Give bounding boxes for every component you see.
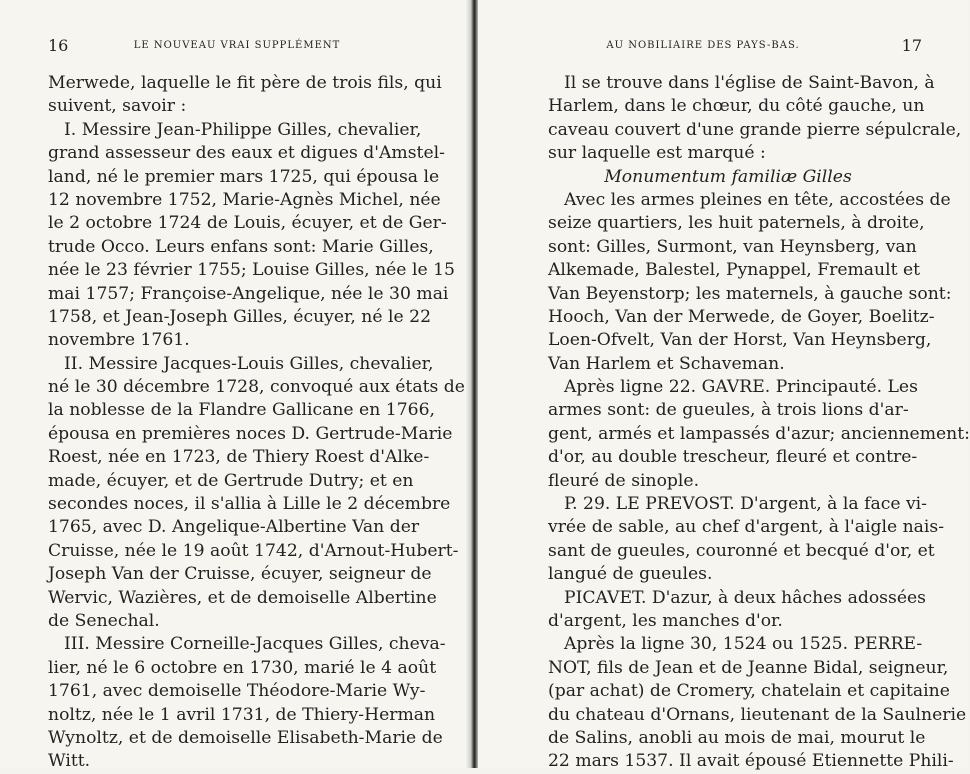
right-page-body xyxy=(548,72,970,774)
left-page-body xyxy=(48,72,465,774)
text-line: épousa en premières noces D. Gertrude-Marie xyxy=(48,423,453,444)
text-line: 12 novembre 1752, Marie-Agnès Michel, née xyxy=(48,189,441,210)
text-line: NOT, fils de Jean et de Jeanne Bidal, seigneur, xyxy=(548,657,949,678)
text-line: land, né le premier mars 1725, qui épousa le xyxy=(48,166,440,187)
text-line: de Senechal. xyxy=(48,610,160,631)
text-line: PICAVET. D'azur, à deux hâches adossées xyxy=(564,587,926,608)
text-line: gent, armés et lampassés d'azur; anciennement: xyxy=(548,423,970,444)
left-running-title: LE NOUVEAU VRAI SUPPLÉMENT xyxy=(133,40,341,51)
text-line: langué de gueules. xyxy=(548,564,713,585)
text-line: Van Beyenstorp; les maternels, à gauche sont: xyxy=(548,283,952,304)
text-line: Avec les armes pleines en tête, accostées de xyxy=(564,189,951,210)
text-line: Après ligne 22. GAVRE. Principauté. Les xyxy=(564,377,918,398)
text-line: P. 29. LE PREVOST. D'argent, à la face vi- xyxy=(564,494,927,515)
text-line: mai 1757; Françoise-Angelique, née le 30 mai xyxy=(48,283,449,304)
text-line: 1758, et Jean-Joseph Gilles, écuyer, né le 22 xyxy=(48,306,432,327)
text-line: d'argent, les manches d'or. xyxy=(548,610,783,631)
text-line: Joseph Van der Cruisse, écuyer, seigneur de xyxy=(48,564,432,585)
text-line: sant de gueules, couronné et becqué d'or, et xyxy=(548,540,935,561)
monument-inscription: Monumentum familiæ Gilles xyxy=(604,166,852,187)
left-page xyxy=(0,0,474,772)
right-page-number: 17 xyxy=(901,36,922,55)
text-line: sont: Gilles, Surmont, van Heynsberg, van xyxy=(548,236,917,257)
text-line: novembre 1761. xyxy=(48,330,190,351)
right-running-head xyxy=(478,36,968,58)
right-running-title: AU NOBILIAIRE DES PAYS-BAS. xyxy=(606,40,800,51)
text-line: du chateau d'Ornans, lieutenant de la Saulnerie xyxy=(548,704,967,725)
left-page-number: 16 xyxy=(48,36,69,55)
text-line: armes sont: de gueules, à trois lions d'ar- xyxy=(548,400,909,421)
text-line: grand assesseur des eaux et digues d'Amstel- xyxy=(48,143,445,164)
text-line: Hooch, Van der Merwede, de Goyer, Boelitz- xyxy=(548,306,935,327)
text-line: 22 mars 1537. Il avait épousé Etiennette Phili- xyxy=(548,751,954,772)
text-line: Wynoltz, et de demoiselle Elisabeth-Marie de xyxy=(48,727,443,748)
text-line: caveau couvert d'une grande pierre sépulcrale, xyxy=(548,119,962,140)
text-line: Il se trouve dans l'église de Saint-Bavon, à xyxy=(564,73,935,93)
text-line: lier, né le 6 octobre en 1730, marié le 4 août xyxy=(48,657,437,678)
text-line: le 2 octobre 1724 de Louis, écuyer, et de Ger- xyxy=(48,213,447,234)
text-line: Loen-Ofvelt, Van der Horst, Van Heynsberg, xyxy=(548,330,932,351)
text-line: né le 30 décembre 1728, convoqué aux états de xyxy=(48,377,465,398)
text-line: sur laquelle est marqué : xyxy=(548,143,766,164)
text-line: noltz, née le 1 avril 1731, de Thiery-Herman xyxy=(48,704,436,725)
text-line: II. Messire Jacques-Louis Gilles, chevalier, xyxy=(64,353,434,374)
text-line: Après la ligne 30, 1524 ou 1525. PERRE- xyxy=(564,634,923,655)
text-line: 1765, avec D. Angelique-Albertine Van der xyxy=(48,517,420,538)
text-line: I. Messire Jean-Philippe Gilles, chevalier, xyxy=(64,119,422,140)
text-line: fleuré de sinople. xyxy=(548,470,700,491)
text-line: Witt. xyxy=(48,751,91,772)
text-line: Van Harlem et Schaveman. xyxy=(548,353,785,374)
text-line: Alkemade, Balestel, Pynappel, Fremault et xyxy=(548,260,921,281)
text-line: seize quartiers, les huit paternels, à droite, xyxy=(548,213,925,234)
text-line: Merwede, laquelle le fit père de trois fils, qui xyxy=(48,73,442,93)
text-line: Harlem, dans le chœur, du côté gauche, un xyxy=(548,96,925,117)
text-line: d'or, au double trescheur, fleuré et contre- xyxy=(548,447,918,468)
text-line: 1761, avec demoiselle Théodore-Marie Wy- xyxy=(48,681,426,702)
text-line: (par achat) de Cromery, chatelain et capitaine xyxy=(548,681,950,702)
text-line: III. Messire Corneille-Jacques Gilles, cheva- xyxy=(64,634,446,655)
right-page xyxy=(478,0,970,772)
text-line: suivent, savoir : xyxy=(48,96,187,117)
text-line: made, écuyer, et de Gertrude Dutry; et en xyxy=(48,470,414,491)
text-line: secondes noces, il s'allia à Lille le 2 décembre xyxy=(48,494,451,515)
left-running-head xyxy=(0,36,474,58)
text-line: trude Occo. Leurs enfans sont: Marie Gilles, xyxy=(48,236,434,257)
text-line: Cruisse, née le 19 août 1742, d'Arnout-Hubert- xyxy=(48,540,459,561)
text-line: née le 23 février 1755; Louise Gilles, née le 15 xyxy=(48,260,455,281)
text-line: la noblesse de la Flandre Gallicane en 1766, xyxy=(48,400,435,421)
text-line: Wervic, Wazières, et de demoiselle Albertine xyxy=(48,587,437,608)
text-line: de Salins, anobli au mois de mai, mourut le xyxy=(548,727,926,748)
text-line: vrée de sable, au chef d'argent, à l'aigle nais- xyxy=(548,517,945,538)
text-line: Roest, née en 1723, de Thiery Roest d'Alke- xyxy=(48,447,430,468)
